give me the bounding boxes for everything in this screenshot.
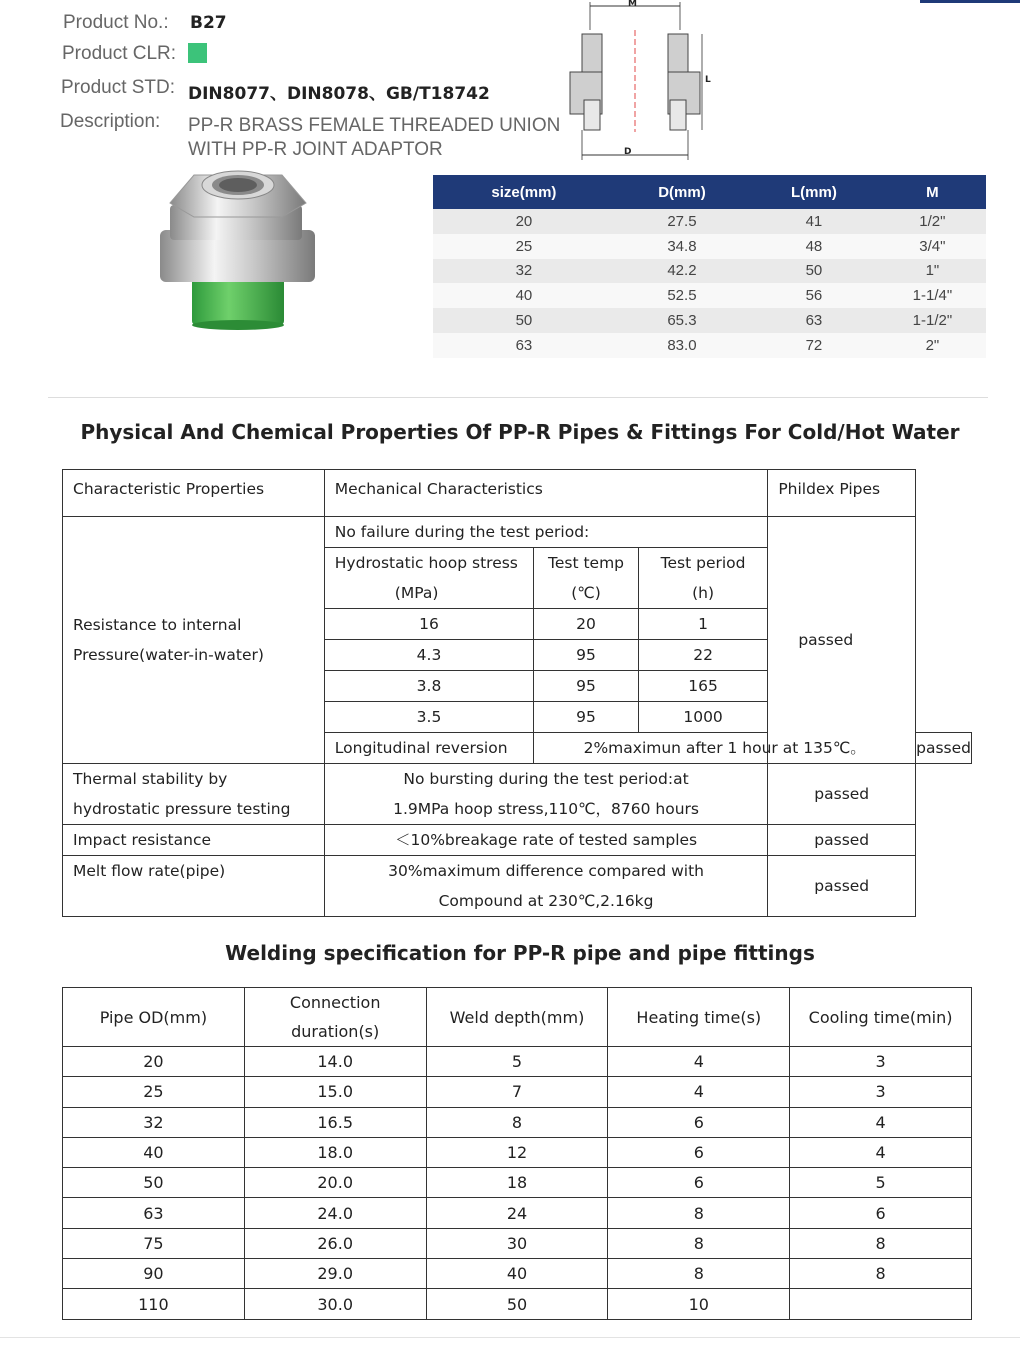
thermal-value-line-1: No bursting during the test period:at [403,770,689,788]
table-row [63,1259,972,1289]
connection-duration-header-line-2: duration(s) [291,1022,380,1041]
table-row [433,308,986,333]
test-temp-cell: 95 [534,702,639,733]
weld-depth-cell: 18 [426,1168,608,1198]
welding-header-row [63,988,972,1047]
thermal-label-line-2: hydrostatic pressure testing [73,800,291,818]
d-cell: 42.2 [615,259,749,284]
cooling-time-cell: 3 [790,1047,972,1077]
table-row [63,1198,972,1228]
m-header: M [879,175,986,209]
weld-depth-cell: 24 [426,1198,608,1228]
section-divider [48,397,988,398]
table-row [63,1107,972,1137]
longitudinal-value: 2%maximun after 1 hour at 135℃。 [534,733,916,764]
welding-title: Welding specification for PP-R pipe and pipe fittings [225,941,815,965]
welding-table [62,987,972,1320]
properties-header-row [63,470,972,517]
pipe-od-cell: 63 [63,1198,245,1228]
size-cell: 40 [433,283,615,308]
resistance-label [63,517,325,764]
longitudinal-result: passed [916,733,972,764]
m-cell: 1-1/2" [879,308,986,333]
test-temp-cell: 20 [534,609,639,640]
connection-duration-header [244,988,426,1047]
pipe-od-cell: 20 [63,1047,245,1077]
weld-depth-cell: 5 [426,1047,608,1077]
hoop-stress-header-line-1: Hydrostatic hoop stress [334,554,518,572]
pipe-od-cell: 32 [63,1107,245,1137]
table-row [433,209,986,234]
size-header: size(mm) [433,175,615,209]
description-line-2: WITH PP-R JOINT ADAPTOR [188,139,443,160]
table-row [63,1077,972,1107]
melt-value [324,856,768,917]
d-cell: 34.8 [615,234,749,259]
test-period-header [638,548,768,609]
hoop-stress-cell: 3.8 [324,671,533,702]
description-label: Description: [60,111,161,132]
d-cell: 52.5 [615,283,749,308]
product-color-swatch [188,43,207,63]
product-std-value: DIN8077、DIN8078、GB/T18742 [188,84,490,104]
table-row [63,764,972,825]
melt-label: Melt flow rate(pipe) [63,856,325,917]
thermal-value [324,764,768,825]
cooling-time-header: Cooling time(min) [790,988,972,1047]
heating-time-cell: 8 [608,1259,790,1289]
cross-section-diagram [560,0,720,165]
table-row [63,825,972,856]
size-cell: 20 [433,209,615,234]
weld-depth-cell: 12 [426,1137,608,1167]
hoop-stress-header [324,548,533,609]
table-row [63,1289,972,1319]
thermal-value-line-2: 1.9MPa hoop stress,110℃，8760 hours [393,800,699,818]
pipe-od-cell: 40 [63,1137,245,1167]
cooling-time-cell: 6 [790,1198,972,1228]
melt-result: passed [768,856,916,917]
test-temp-cell: 95 [534,671,639,702]
weld-depth-cell: 50 [426,1289,608,1319]
heating-time-cell: 6 [608,1137,790,1167]
test-period-header-line-2: (h) [692,584,715,602]
diagram-label-d: D [624,147,632,157]
test-temp-header [534,548,639,609]
cooling-time-cell: 8 [790,1228,972,1258]
pipe-od-cell: 25 [63,1077,245,1107]
l-cell: 63 [749,308,879,333]
product-clr-label: Product CLR: [62,43,177,64]
product-no-value: B27 [190,13,227,33]
impact-result: passed [768,825,916,856]
no-failure-text: No failure during the test period: [324,517,768,548]
thermal-label [63,764,325,825]
d-cell: 65.3 [615,308,749,333]
d-header: D(mm) [615,175,749,209]
connection-duration-cell: 29.0 [244,1259,426,1289]
resistance-label-line-1: Resistance to internal [73,616,242,634]
table-row [63,1228,972,1258]
phildex-pipes-header: Phildex Pipes [768,470,916,517]
size-cell: 25 [433,234,615,259]
thermal-result: passed [768,764,916,825]
resistance-result: passed [768,517,916,764]
d-cell: 27.5 [615,209,749,234]
connection-duration-header-line-1: Connection [289,993,381,1012]
cooling-time-cell: 8 [790,1259,972,1289]
size-table-header [433,175,986,209]
hoop-stress-cell: 4.3 [324,640,533,671]
cooling-time-cell: 4 [790,1107,972,1137]
l-cell: 48 [749,234,879,259]
m-cell: 1" [879,259,986,284]
test-period-cell: 165 [638,671,768,702]
weld-depth-cell: 40 [426,1259,608,1289]
impact-value: ＜10%breakage rate of tested samples [324,825,768,856]
longitudinal-label: Longitudinal reversion [324,733,533,764]
heating-time-cell: 4 [608,1077,790,1107]
test-period-header-line-1: Test period [660,554,746,572]
table-row [433,259,986,284]
heating-time-header: Heating time(s) [608,988,790,1047]
pipe-od-cell: 50 [63,1168,245,1198]
size-cell: 63 [433,333,615,358]
pipe-od-header: Pipe OD(mm) [63,988,245,1047]
hoop-stress-cell: 16 [324,609,533,640]
m-cell: 2" [879,333,986,358]
l-cell: 50 [749,259,879,284]
connection-duration-cell: 18.0 [244,1137,426,1167]
pipe-od-cell: 75 [63,1228,245,1258]
l-cell: 72 [749,333,879,358]
connection-duration-cell: 20.0 [244,1168,426,1198]
properties-title: Physical And Chemical Properties Of PP-R Pipes & Fittings For Cold/Hot Water [80,420,960,444]
heating-time-cell: 4 [608,1047,790,1077]
test-period-cell: 1000 [638,702,768,733]
weld-depth-cell: 7 [426,1077,608,1107]
size-cell: 32 [433,259,615,284]
product-std-label: Product STD: [61,77,176,98]
hoop-stress-cell: 3.5 [324,702,533,733]
cooling-time-cell: 5 [790,1168,972,1198]
heating-time-cell: 6 [608,1168,790,1198]
table-row [63,1047,972,1077]
test-temp-header-line-2: (℃) [571,584,601,602]
l-header: L(mm) [749,175,879,209]
resistance-label-line-2: Pressure(water-in-water) [73,646,264,664]
table-row [433,333,986,358]
pipe-od-cell: 90 [63,1259,245,1289]
impact-label: Impact resistance [63,825,325,856]
table-row [63,856,972,917]
m-cell: 3/4" [879,234,986,259]
mechanical-characteristics-header: Mechanical Characteristics [324,470,768,517]
melt-value-line-2: Compound at 230℃,2.16kg [438,892,654,910]
l-cell: 56 [749,283,879,308]
connection-duration-cell: 14.0 [244,1047,426,1077]
union-fitting-image [150,165,330,330]
l-cell: 41 [749,209,879,234]
table-row [433,234,986,259]
diagram-label-l: L [705,75,711,85]
connection-duration-cell: 26.0 [244,1228,426,1258]
connection-duration-cell: 16.5 [244,1107,426,1137]
test-temp-cell: 95 [534,640,639,671]
cooling-time-cell: 3 [790,1077,972,1107]
top-accent-bar [920,0,1020,3]
test-period-cell: 22 [638,640,768,671]
thermal-label-line-1: Thermal stability by [73,770,228,788]
table-row [63,1168,972,1198]
weld-depth-cell: 8 [426,1107,608,1137]
hoop-stress-header-line-2: (MPa) [394,584,439,602]
table-row [433,283,986,308]
bottom-divider [0,1337,1020,1338]
test-period-cell: 1 [638,609,768,640]
heating-time-cell: 8 [608,1228,790,1258]
weld-depth-cell: 30 [426,1228,608,1258]
description-value [188,114,560,162]
heating-time-cell: 6 [608,1107,790,1137]
test-temp-header-line-1: Test temp [548,554,625,572]
characteristic-properties-header: Characteristic Properties [63,470,325,517]
heating-time-cell: 10 [608,1289,790,1319]
d-cell: 83.0 [615,333,749,358]
size-cell: 50 [433,308,615,333]
connection-duration-cell: 15.0 [244,1077,426,1107]
melt-value-line-1: 30%maximum difference compared with [388,862,704,880]
description-line-1: PP-R BRASS FEMALE THREADED UNION [188,115,561,136]
diagram-label-m: M [628,0,637,9]
product-no-label: Product No.: [63,12,169,33]
connection-duration-cell: 30.0 [244,1289,426,1319]
m-cell: 1/2" [879,209,986,234]
m-cell: 1-1/4" [879,283,986,308]
cooling-time-cell: 4 [790,1137,972,1167]
properties-table [62,469,972,917]
table-row [63,517,972,548]
pipe-od-cell: 110 [63,1289,245,1319]
weld-depth-header: Weld depth(mm) [426,988,608,1047]
cooling-time-cell [790,1289,972,1319]
heating-time-cell: 8 [608,1198,790,1228]
size-table [433,175,986,358]
connection-duration-cell: 24.0 [244,1198,426,1228]
table-row [63,1137,972,1167]
